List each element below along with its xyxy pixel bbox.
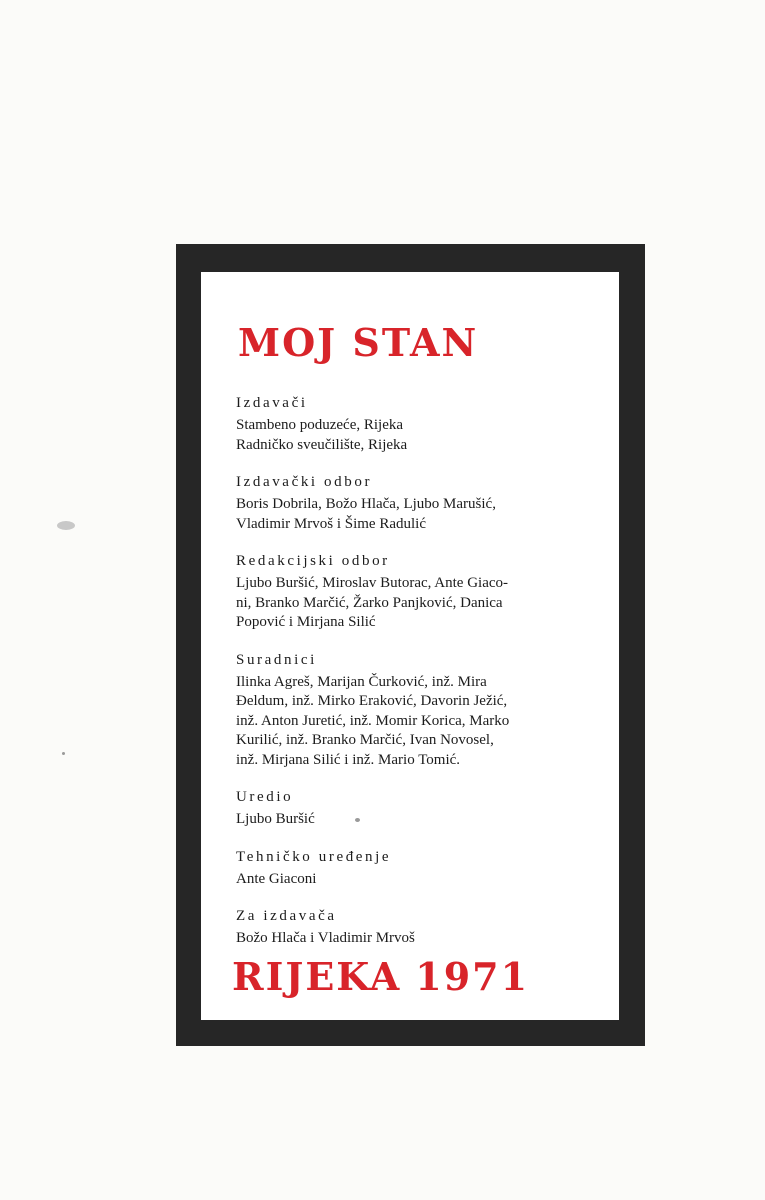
credits-section-edited-by xyxy=(236,787,596,830)
credits-section-publishers xyxy=(236,393,596,455)
credits-section-publishing-board xyxy=(236,472,596,534)
paper-speck xyxy=(62,752,65,755)
credit-line: Stambeno poduzeće, Rijeka xyxy=(236,417,404,433)
credit-line: Ante Giaconi xyxy=(236,870,317,887)
paper-speck xyxy=(355,818,360,822)
page-title: MOJ STAN xyxy=(238,320,479,365)
credit-line: Vladimir Mrvoš i Šime Radulić xyxy=(236,515,426,532)
imprint-year: 1971 xyxy=(415,954,530,999)
credit-line: Božo Hlača i Vladimir Mrvoš xyxy=(236,930,415,946)
paper-speck xyxy=(57,521,75,530)
credit-line: inž. Anton Juretić, inž. Momir Korica, Marko xyxy=(236,712,510,729)
section-heading: Suradnici xyxy=(236,651,317,668)
section-heading: Redakcijski odbor xyxy=(236,553,390,569)
credit-line: Ilinka Agreš, Marijan Čurković, inž. Mira xyxy=(236,673,487,690)
credits-list xyxy=(236,393,596,966)
credits-section-for-publisher xyxy=(236,906,596,949)
section-heading: Uredio xyxy=(236,789,294,805)
credit-line: Kurilić, inž. Branko Marčić, Ivan Novosel, xyxy=(236,732,494,748)
credit-line: Đeldum, inž. Mirko Eraković, Davorin Ježić, xyxy=(236,693,508,709)
imprint-city: RIJEKA xyxy=(232,954,402,999)
credits-section-contributors xyxy=(236,650,596,771)
imprint-footer xyxy=(232,954,530,999)
section-heading: Tehničko uređenje xyxy=(236,848,392,865)
credit-line: Popović i Mirjana Silić xyxy=(236,614,376,630)
credit-line: ni, Branko Marčić, Žarko Panjković, Danica xyxy=(236,594,503,611)
credit-line: Radničko sveučilište, Rijeka xyxy=(236,436,408,453)
credits-section-technical-design xyxy=(236,847,596,890)
section-heading: Izdavački odbor xyxy=(236,474,373,490)
credits-section-editorial-board xyxy=(236,551,596,633)
credit-line: Boris Dobrila, Božo Hlača, Ljubo Marušić, xyxy=(236,496,496,512)
credit-line: Ljubo Buršić xyxy=(236,811,315,827)
section-heading: Za izdavača xyxy=(236,908,337,924)
credit-line: Ljubo Buršić, Miroslav Butorac, Ante Giaco- xyxy=(236,575,509,591)
credit-line: inž. Mirjana Silić i inž. Mario Tomić. xyxy=(236,751,461,768)
section-heading: Izdavači xyxy=(236,395,308,411)
